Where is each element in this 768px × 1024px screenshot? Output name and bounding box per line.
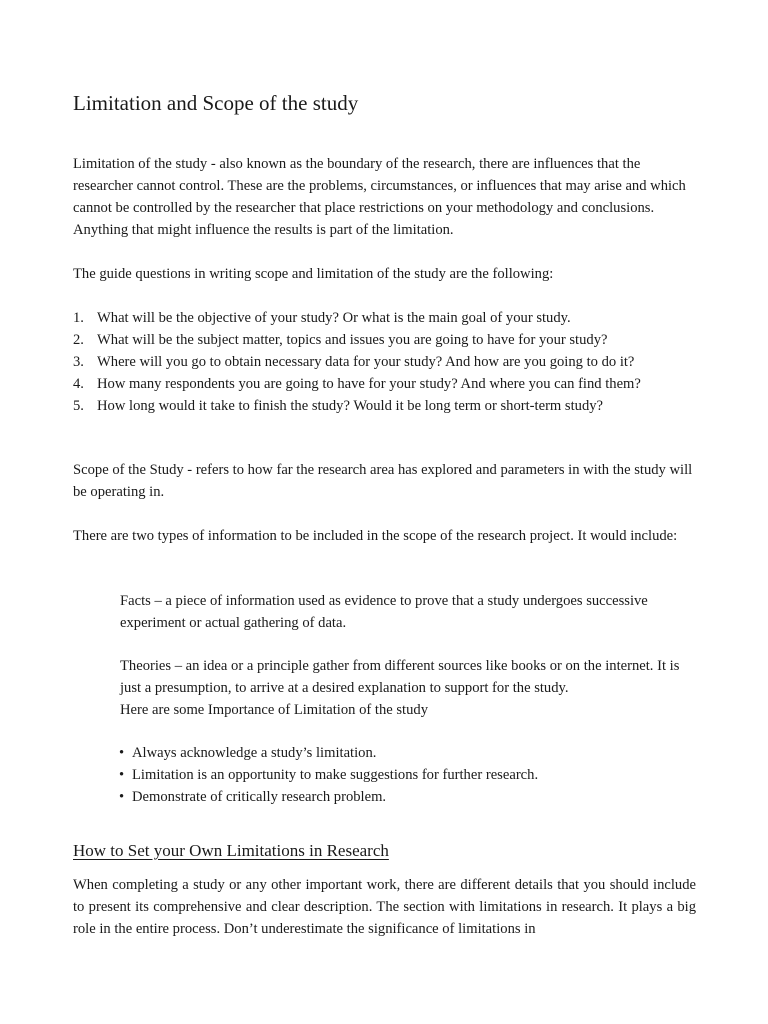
list-item — [117, 786, 538, 808]
list-item-text: How many respondents you are going to have for your study? And where you can find them? — [97, 376, 641, 392]
guide-questions-list — [73, 307, 641, 417]
list-item-text: What will be the objective of your study? Or what is the main goal of your study. — [97, 310, 571, 326]
bullet-icon: • — [119, 789, 125, 805]
list-item — [73, 329, 641, 351]
theories-paragraph: Theories – an idea or a principle gather from different sources like books or on the internet. It is just a presumption, to arrive at a desired explanation to support for the study. — [120, 658, 680, 696]
list-item-text: Limitation is an opportunity to make suggestions for further research. — [132, 767, 539, 783]
list-item — [117, 742, 538, 764]
scope-paragraph: Scope of the Study - refers to how far the research area has explored and parameters in with the study will be operating in. — [73, 462, 693, 500]
guide-questions-intro: The guide questions in writing scope and limitation of the study are the following: — [73, 266, 554, 282]
list-item — [73, 373, 641, 395]
list-number: 5. — [73, 398, 84, 414]
facts-paragraph: Facts – a piece of information used as evidence to prove that a study undergoes successive experiment or actual gathering of data. — [120, 593, 648, 631]
list-item — [73, 395, 641, 417]
bullet-icon: • — [119, 767, 125, 783]
section-paragraph: When completing a study or any other important work, there are different details that you should include to present its comprehensive and clear description. The section with limitations in research. It plays a big role in the entire process. Don’t underestimate the significance of limitations in — [73, 877, 696, 937]
bullet-icon: • — [119, 745, 125, 761]
list-item-text: What will be the subject matter, topics and issues you are going to have for your study? — [97, 332, 608, 348]
list-item-text: How long would it take to finish the study? Would it be long term or short-term study? — [97, 398, 604, 414]
list-number: 4. — [73, 376, 84, 392]
list-item — [73, 307, 641, 329]
types-paragraph: There are two types of information to be included in the scope of the research project. It would include: — [73, 528, 678, 544]
importance-list — [117, 742, 538, 808]
list-item-text: Always acknowledge a study’s limitation. — [132, 745, 377, 761]
list-item — [73, 351, 641, 373]
document-title: Limitation and Scope of the study — [73, 91, 359, 115]
limitation-paragraph: Limitation of the study - also known as the boundary of the research, there are influences that the researcher cannot control. These are the problems, circumstances, or influences that may arise and which cannot be controlled by the researcher that place restrictions on your methodology and conclusions. Anything that might influence the results is part of the limitation. — [73, 156, 686, 238]
list-number: 3. — [73, 354, 84, 370]
section-heading: How to Set your Own Limitations in Research — [73, 841, 389, 860]
list-item — [117, 764, 538, 786]
importance-intro: Here are some Importance of Limitation of the study — [120, 702, 428, 718]
list-item-text: Where will you go to obtain necessary data for your study? And how are you going to do it? — [97, 354, 635, 370]
list-item-text: Demonstrate of critically research problem. — [132, 789, 387, 805]
list-number: 1. — [73, 310, 84, 326]
list-number: 2. — [73, 332, 84, 348]
